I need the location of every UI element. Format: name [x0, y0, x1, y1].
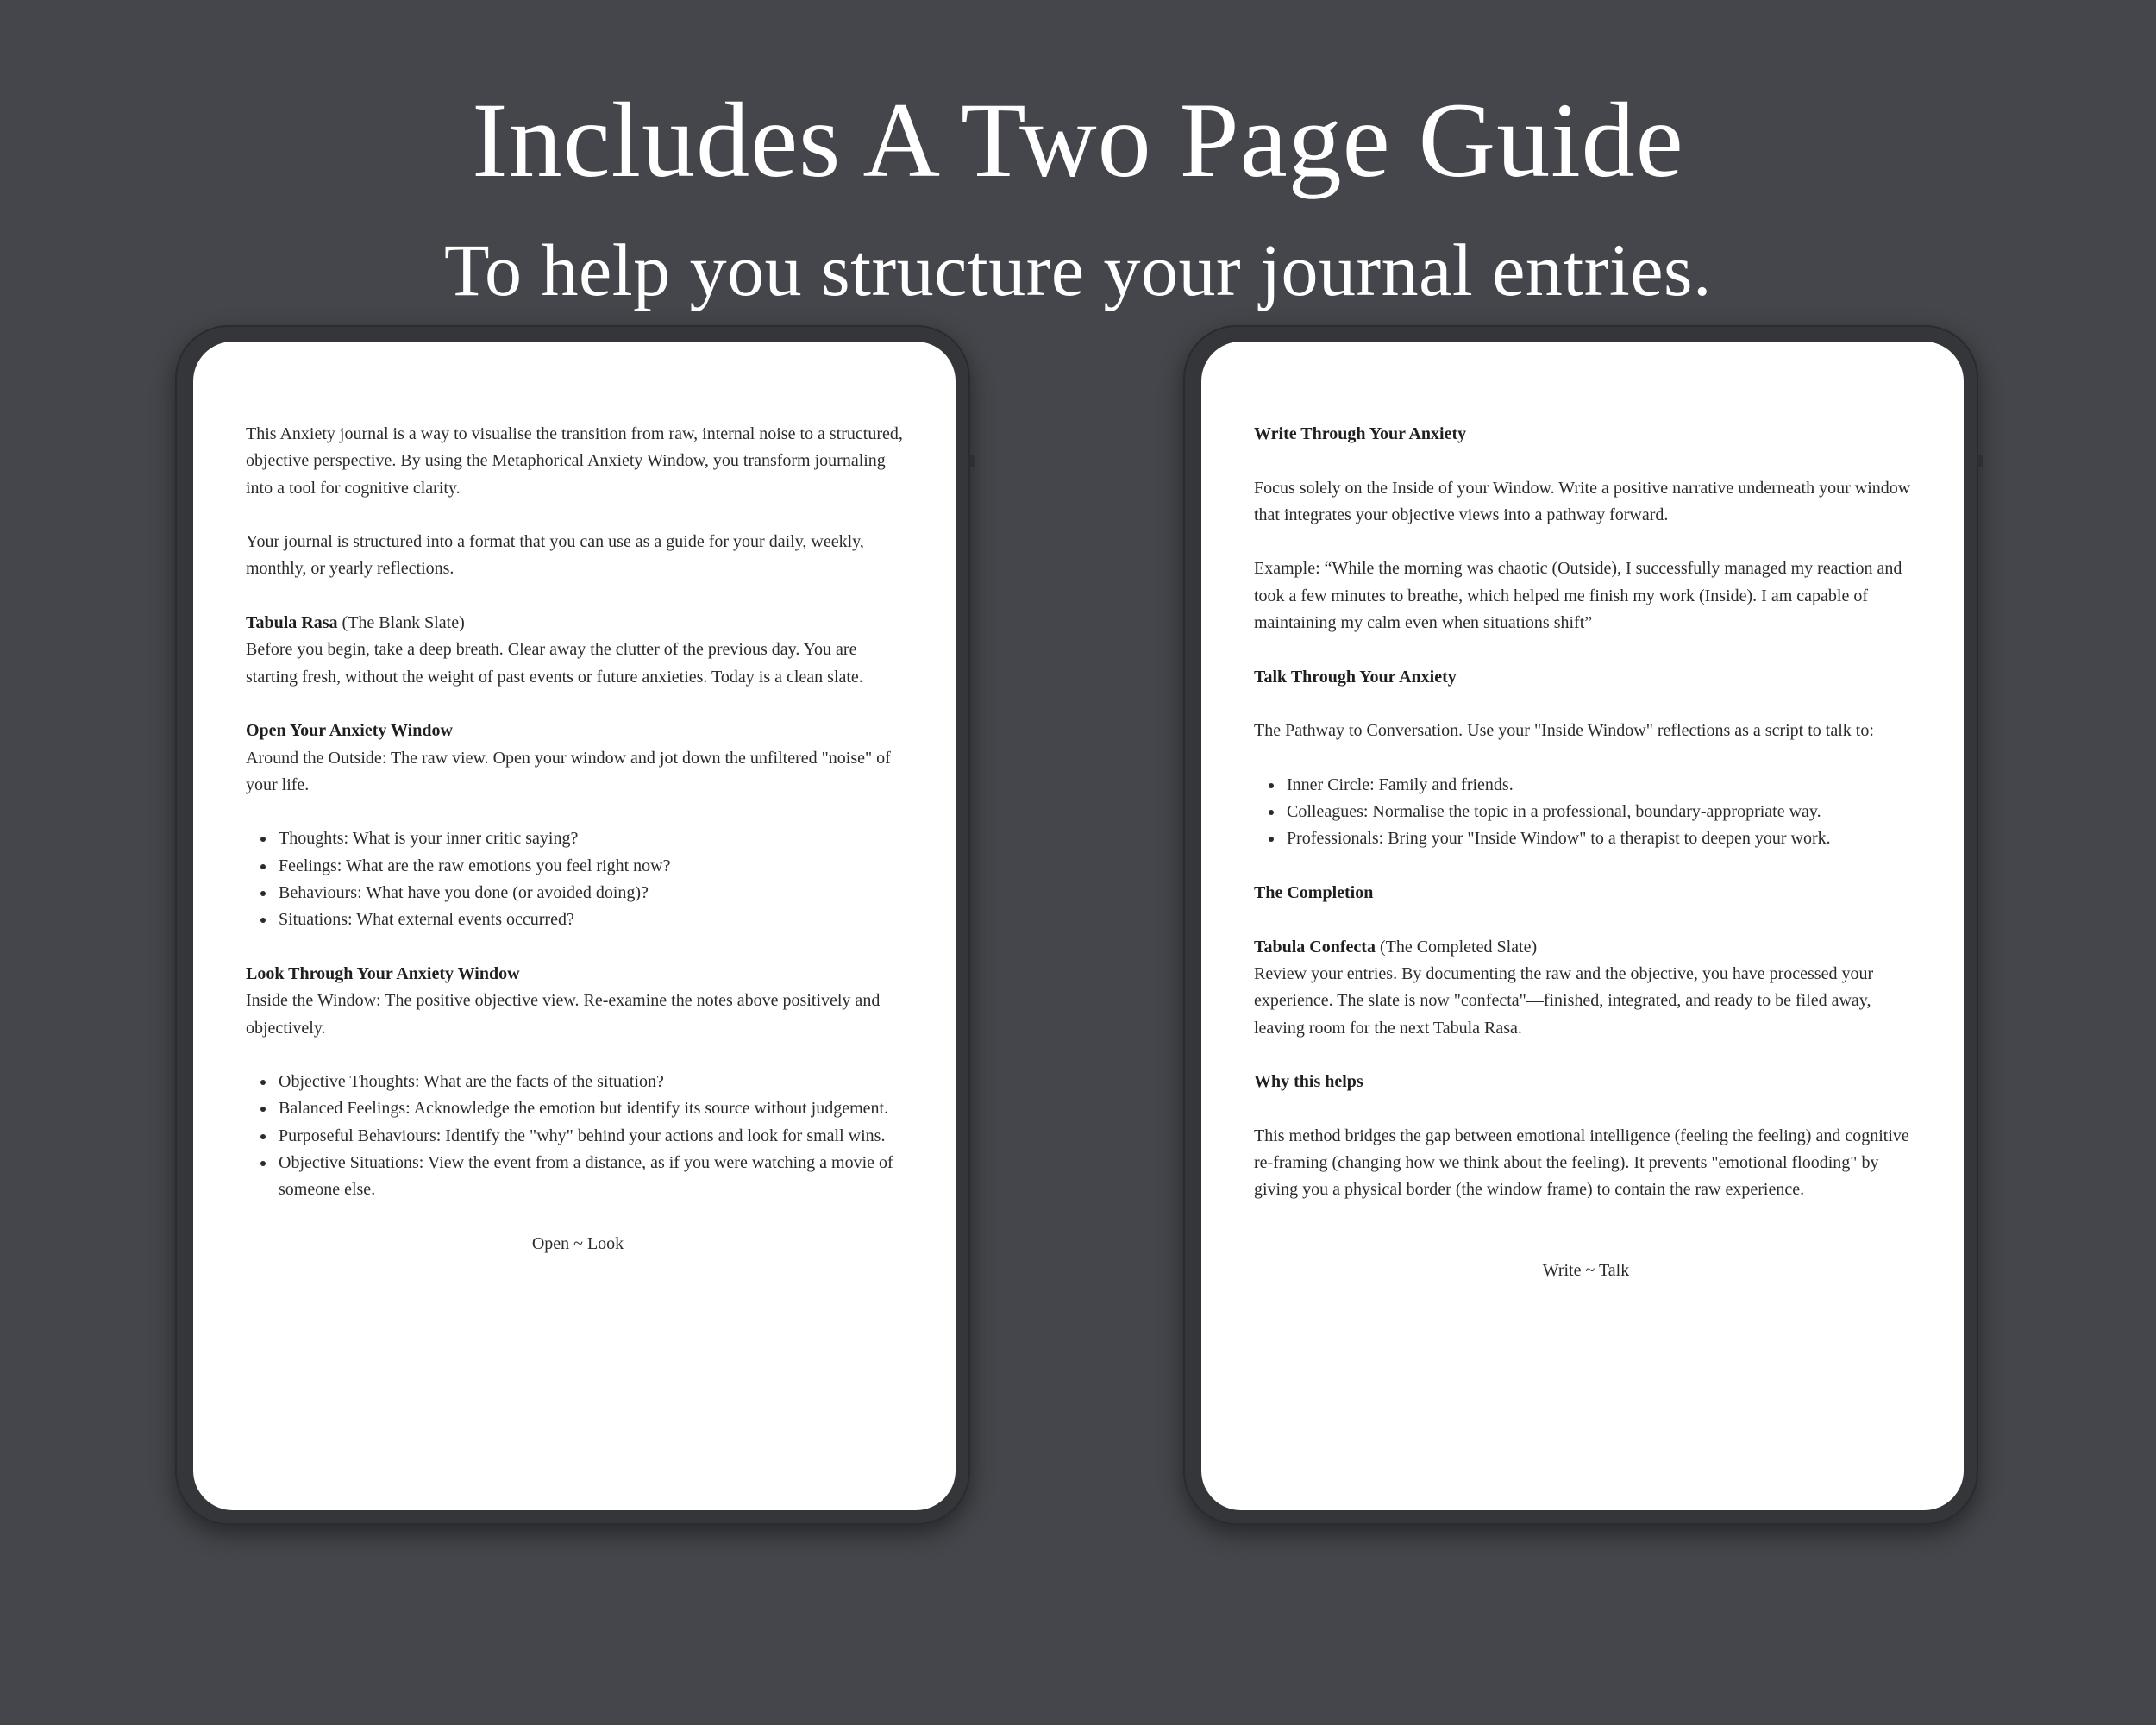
list-item: Thoughts: What is your inner critic saying?	[279, 825, 910, 852]
list-item: Professionals: Bring your "Inside Window" to a therapist to deepen your work.	[1287, 825, 1918, 852]
tablet-side-button	[1978, 455, 1983, 467]
talk-text: The Pathway to Conversation. Use your "Inside Window" reflections as a script to talk to:	[1254, 721, 1874, 741]
left-tablet	[175, 325, 970, 1525]
list-item: Objective Thoughts: What are the facts of the situation?	[279, 1069, 910, 1095]
tabula-confecta-text: Review your entries. By documenting the raw and the objective, you have processed your experience. The slate is now "confecta"—finished, integrated, and ready to be filed away, leaving room for the next Tabula Rasa.	[1254, 963, 1874, 1038]
right-tablet	[1183, 325, 1978, 1525]
open-window-list	[246, 825, 910, 933]
list-item: Feelings: What are the raw emotions you feel right now?	[279, 853, 910, 880]
intro-paragraph: This Anxiety journal is a way to visualise the transition from raw, internal noise to a structured, objective perspective. By using the Metaphorical Anxiety Window, you transform journaling into a tool for cognitive clarity.	[246, 424, 903, 498]
structure-paragraph: Your journal is structured into a format that you can use as a guide for your daily, weekly, monthly, or yearly reflections.	[246, 532, 864, 579]
guide-page-two	[1254, 421, 1918, 1285]
list-item: Situations: What external events occurred?	[279, 906, 910, 933]
list-item: Purposeful Behaviours: Identify the "why" behind your actions and look for small wins.	[279, 1123, 910, 1150]
page-footer: Write ~ Talk	[1542, 1261, 1630, 1281]
why-title: Why this helps	[1254, 1072, 1363, 1092]
list-item: Objective Situations: View the event from a distance, as if you were watching a movie of someone else.	[279, 1150, 910, 1204]
page-title: Includes A Two Page Guide	[472, 81, 1684, 199]
tabula-rasa-subtitle: (The Blank Slate)	[342, 613, 465, 633]
look-window-title: Look Through Your Anxiety Window	[246, 963, 520, 983]
completion-heading	[1254, 880, 1918, 906]
list-item: Behaviours: What have you done (or avoided doing)?	[279, 880, 910, 906]
open-window-heading	[246, 718, 910, 744]
look-window-list	[246, 1069, 910, 1203]
write-heading	[1254, 421, 1918, 448]
right-tablet-screen	[1201, 342, 1964, 1510]
open-window-title: Open Your Anxiety Window	[246, 721, 453, 741]
list-item: Balanced Feelings: Acknowledge the emotion but identify its source without judgement.	[279, 1095, 910, 1122]
tabula-confecta-title: Tabula Confecta	[1254, 937, 1376, 957]
look-window-heading	[246, 961, 910, 988]
talk-heading	[1254, 664, 1918, 691]
list-item: Inner Circle: Family and friends.	[1287, 772, 1918, 799]
tabula-rasa-title: Tabula Rasa	[246, 613, 338, 633]
tablet-side-button	[970, 455, 975, 467]
list-item: Colleagues: Normalise the topic in a professional, boundary-appropriate way.	[1287, 799, 1918, 825]
page-subtitle: To help you structure your journal entries.	[444, 229, 1712, 311]
left-tablet-screen	[193, 342, 956, 1510]
example-text: Example: “While the morning was chaotic (Outside), I successfully managed my reaction and took a few minutes to breathe, which helped me finish my work (Inside). I am capable of maintaining my calm even when situations shift”	[1254, 559, 1902, 633]
tabula-rasa-heading	[246, 610, 910, 637]
tabula-rasa-text: Before you begin, take a deep breath. Clear away the clutter of the previous day. You are starting fresh, without the weight of past events or future anxieties. Today is a clean slate.	[246, 640, 863, 687]
page-footer: Open ~ Look	[531, 1233, 624, 1253]
write-title: Write Through Your Anxiety	[1254, 424, 1467, 443]
talk-title: Talk Through Your Anxiety	[1254, 667, 1457, 687]
write-text: Focus solely on the Inside of your Window. Write a positive narrative underneath your window that integrates your objective views into a pathway forward.	[1254, 478, 1911, 524]
why-heading	[1254, 1069, 1918, 1095]
tabula-confecta-heading	[1254, 934, 1918, 961]
open-window-text: Around the Outside: The raw view. Open your window and jot down the unfiltered "noise" of your life.	[246, 748, 891, 794]
completion-title: The Completion	[1254, 883, 1374, 903]
tabula-confecta-subtitle: (The Completed Slate)	[1379, 937, 1538, 957]
why-text: This method bridges the gap between emotional intelligence (feeling the feeling) and cognitive re-framing (changing how we think about the feeling). It prevents "emotional flooding" by giving you a physical border (the window frame) to contain the raw experience.	[1254, 1126, 1909, 1200]
look-window-text: Inside the Window: The positive objective view. Re-examine the notes above positively and objectively.	[246, 991, 881, 1038]
talk-list	[1254, 772, 1918, 853]
guide-page-one	[246, 421, 910, 1258]
